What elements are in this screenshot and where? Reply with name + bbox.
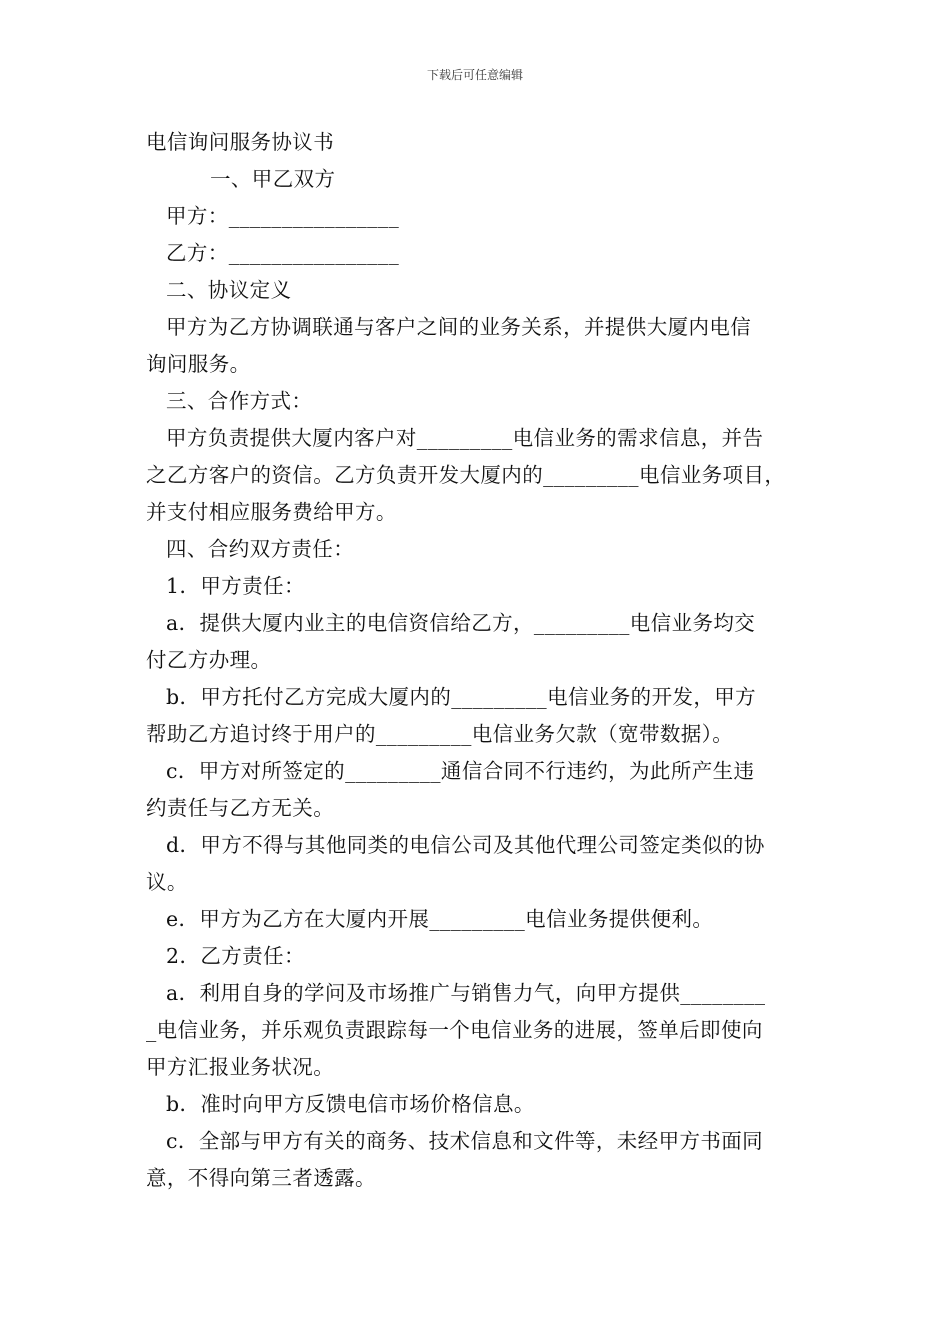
paragraph-line: 议。	[146, 870, 188, 894]
paragraph-line: 并支付相应服务费给甲方。	[146, 500, 397, 524]
section-heading: 三、合作方式：	[166, 389, 313, 413]
paragraph-line: e．甲方为乙方在大厦内开展_________电信业务提供便利。	[166, 907, 714, 931]
section-heading: 二、协议定义	[166, 278, 292, 302]
party-a-line: 甲方：________________	[166, 204, 400, 228]
subsection-heading: 1．甲方责任：	[166, 574, 305, 598]
paragraph-line: 之乙方客户的资信。乙方负责开发大厦内的_________电信业务项目，	[146, 463, 786, 487]
paragraph-line: _电信业务，并乐观负责跟踪每一个电信业务的进展，签单后即使向	[146, 1018, 763, 1042]
paragraph-line: 甲方为乙方协调联通与客户之间的业务关系，并提供大厦内电信	[166, 315, 752, 339]
section-heading: 四、合约双方责任：	[166, 537, 355, 561]
paragraph-line: 约责任与乙方无关。	[146, 796, 335, 820]
paragraph-line: 甲方负责提供大厦内客户对_________电信业务的需求信息，并告	[166, 426, 764, 450]
paragraph-line: c．全部与甲方有关的商务、技术信息和文件等，未经甲方书面同	[166, 1129, 764, 1153]
document-title: 电信询问服务协议书	[146, 130, 335, 154]
paragraph-line: 付乙方办理。	[146, 648, 272, 672]
paragraph-line: b．甲方托付乙方完成大厦内的_________电信业务的开发，甲方	[166, 685, 757, 709]
paragraph-line: 帮助乙方追讨终于用户的_________电信业务欠款（宽带数据）。	[146, 722, 734, 746]
paragraph-line: c．甲方对所签定的_________通信合同不行违约，为此所产生违	[166, 759, 755, 783]
paragraph-line: a．提供大厦内业主的电信资信给乙方，_________电信业务均交	[166, 611, 756, 635]
paragraph-line: b．准时向甲方反馈电信市场价格信息。	[166, 1092, 535, 1116]
paragraph-line: 意，不得向第三者透露。	[146, 1166, 376, 1190]
paragraph-line: 甲方汇报业务状况。	[146, 1055, 335, 1079]
document-body	[146, 124, 816, 1197]
paragraph-line: a．利用自身的学问及市场推广与销售力气，向甲方提供________	[166, 981, 766, 1005]
paragraph-line: d．甲方不得与其他同类的电信公司及其他代理公司签定类似的协	[166, 833, 765, 857]
section-heading: 一、甲乙双方	[210, 167, 336, 191]
page-header: 下载后可任意编辑	[426, 68, 523, 82]
paragraph-line: 询问服务。	[146, 352, 251, 376]
subsection-heading: 2．乙方责任：	[166, 944, 305, 968]
party-b-line: 乙方：________________	[166, 241, 400, 265]
